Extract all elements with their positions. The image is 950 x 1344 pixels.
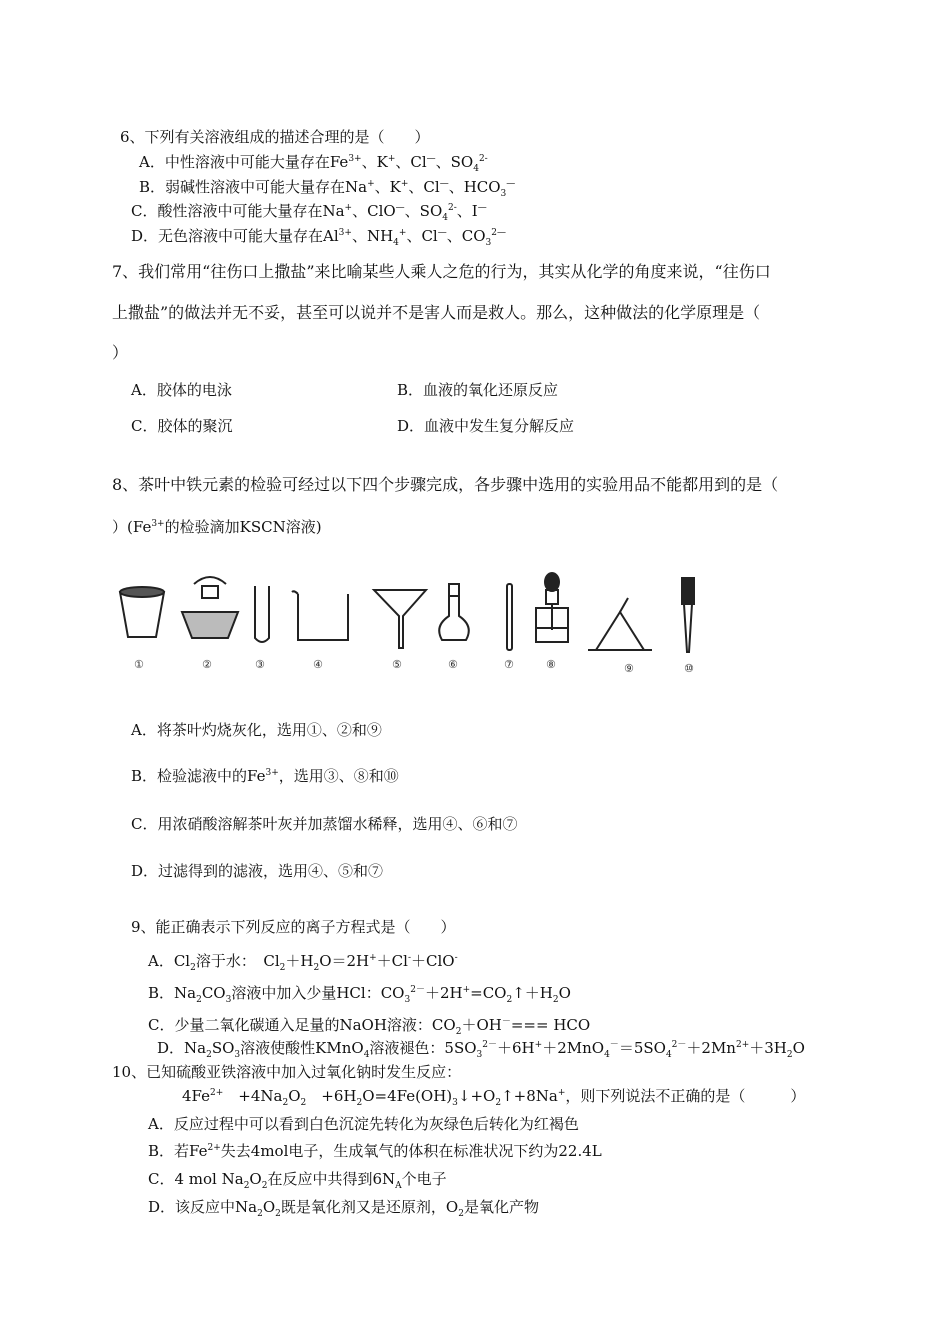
label-6: ⑥ xyxy=(448,658,458,671)
q7-stem-line2: 上撒盐”的做法并无不妥，甚至可以说并不是害人而是救人。那么，这种做法的化学原理是（ xyxy=(112,303,761,322)
q9-option-a[interactable]: A．$Cl_2$溶于水： $Cl_2+H_2O=2H^++Cl^-+ClO^-$ xyxy=(148,952,458,973)
label-10: ⑩ xyxy=(684,662,694,675)
q9-option-c[interactable]: C．少量二氧化碳通入足量的NaOH溶液：$CO_2+OH^-===$ HCO xyxy=(148,1016,591,1037)
q6-option-d[interactable]: D．无色溶液中可能大量存在$Al^{3+}$、$NH_4^+$、Cl—、$CO_3^{2—}$ xyxy=(131,227,506,248)
q9-stem: 9、能正确表示下列反应的离子方程式是（ ） xyxy=(131,918,456,936)
q8-stem-line1: 8、茶叶中铁元素的检验可经过以下四个步骤完成，各步骤中选用的实验用品不能都用到的是（ xyxy=(112,475,779,494)
crucible-icon xyxy=(120,587,164,637)
dropper-icon xyxy=(682,578,694,652)
q10-option-a[interactable]: A．反应过程中可以看到白色沉淀先转化为灰绿色后转化为红褐色 xyxy=(148,1115,579,1133)
q10-option-c[interactable]: C．4 mol $Na_2O_2$在反应中共得到$6N_A$个电子 xyxy=(148,1170,447,1191)
q7-stem-line1: 7、我们常用“往伤口上撒盐”来比喻某些人乘人之危的行为，其实从化学的角度来说，“往伤口 xyxy=(112,262,771,281)
q7-option-d[interactable]: D．血液中发生复分解反应 xyxy=(397,417,575,435)
label-3: ③ xyxy=(255,658,265,671)
q8-option-b[interactable]: B．检验滤液中的$Fe^{3+}$，选用③、⑧和⑩ xyxy=(131,767,399,785)
label-9: ⑨ xyxy=(624,662,634,675)
q8-option-a[interactable]: A．将茶叶灼烧灰化，选用①、②和⑨ xyxy=(131,721,382,739)
q6-option-a[interactable]: A．中性溶液中可能大量存在$Fe^{3+}$、K+、Cl—、$SO_4^{2-}$ xyxy=(139,153,488,174)
q9-option-b[interactable]: B．$Na_2CO_3$溶液中加入少量HCl：$CO_3^{2-}+2H^+=CO_2↑+H_2O$ xyxy=(148,984,571,1005)
q6-option-c[interactable]: C．酸性溶液中可能大量存在Na+、ClO—、$SO_4^{2-}$、I— xyxy=(131,202,487,223)
label-5: ⑤ xyxy=(392,658,402,671)
q8-stem-line2: ）($Fe^{3+}$的检验滴加KSCN溶液) xyxy=(112,518,322,536)
volumetric-flask-icon xyxy=(439,584,469,640)
basket-icon xyxy=(182,577,238,638)
q7-stem-line3: ） xyxy=(112,343,129,362)
q8-option-c[interactable]: C．用浓硝酸溶解茶叶灰并加蒸馏水稀释，选用④、⑥和⑦ xyxy=(131,815,518,833)
q9-option-d[interactable]: D．$Na_2SO_3$溶液使酸性KMnO$_4$溶液褪色：$5SO_3^{2-}+6H^++2MnO_4^-=5SO_4^{2-}+2Mn^{2+}+3H_2O$ xyxy=(157,1039,805,1060)
q7-option-a[interactable]: A．胶体的电泳 xyxy=(131,381,232,399)
label-2: ② xyxy=(202,658,212,671)
q6-option-b[interactable]: B．弱碱性溶液中可能大量存在Na+、K+、Cl—、$HCO_3^—$ xyxy=(139,178,516,199)
clay-triangle-icon xyxy=(588,598,652,650)
label-8: ⑧ xyxy=(546,658,556,671)
q6-stem: 6、下列有关溶液组成的描述合理的是（ ） xyxy=(120,128,430,146)
label-1: ① xyxy=(134,658,144,671)
q10-option-b[interactable]: B．若$Fe^{2+}$失去4mol电子，生成氧气的体积在标准状况下约为22.4L xyxy=(148,1142,602,1160)
label-4: ④ xyxy=(313,658,323,671)
q7-option-c[interactable]: C．胶体的聚沉 xyxy=(131,417,233,435)
q10-equation: $4Fe^{2+}$ $+4Na_2O_2$ $+6H_2O=4Fe(OH)_3↓+O_2↑+8Na^+$，则下列说法不正确的是（ ） xyxy=(182,1087,806,1108)
test-tube-icon xyxy=(255,586,269,642)
label-7: ⑦ xyxy=(504,658,514,671)
funnel-icon xyxy=(374,590,426,648)
dropper-bottle-icon xyxy=(536,573,568,642)
apparatus-figure xyxy=(112,572,712,682)
q8-option-d[interactable]: D．过滤得到的滤液，选用④、⑤和⑦ xyxy=(131,862,384,880)
q10-option-d[interactable]: D．该反应中$Na_2O_2$既是氧化剂又是还原剂，$O_2$是氧化产物 xyxy=(148,1198,539,1219)
q10-stem: 10、已知硫酸亚铁溶液中加入过氧化钠时发生反应： xyxy=(112,1063,462,1081)
beaker-icon xyxy=(292,591,348,640)
q7-option-b[interactable]: B．血液的氧化还原反应 xyxy=(397,381,559,399)
glass-rod-icon xyxy=(507,584,512,650)
